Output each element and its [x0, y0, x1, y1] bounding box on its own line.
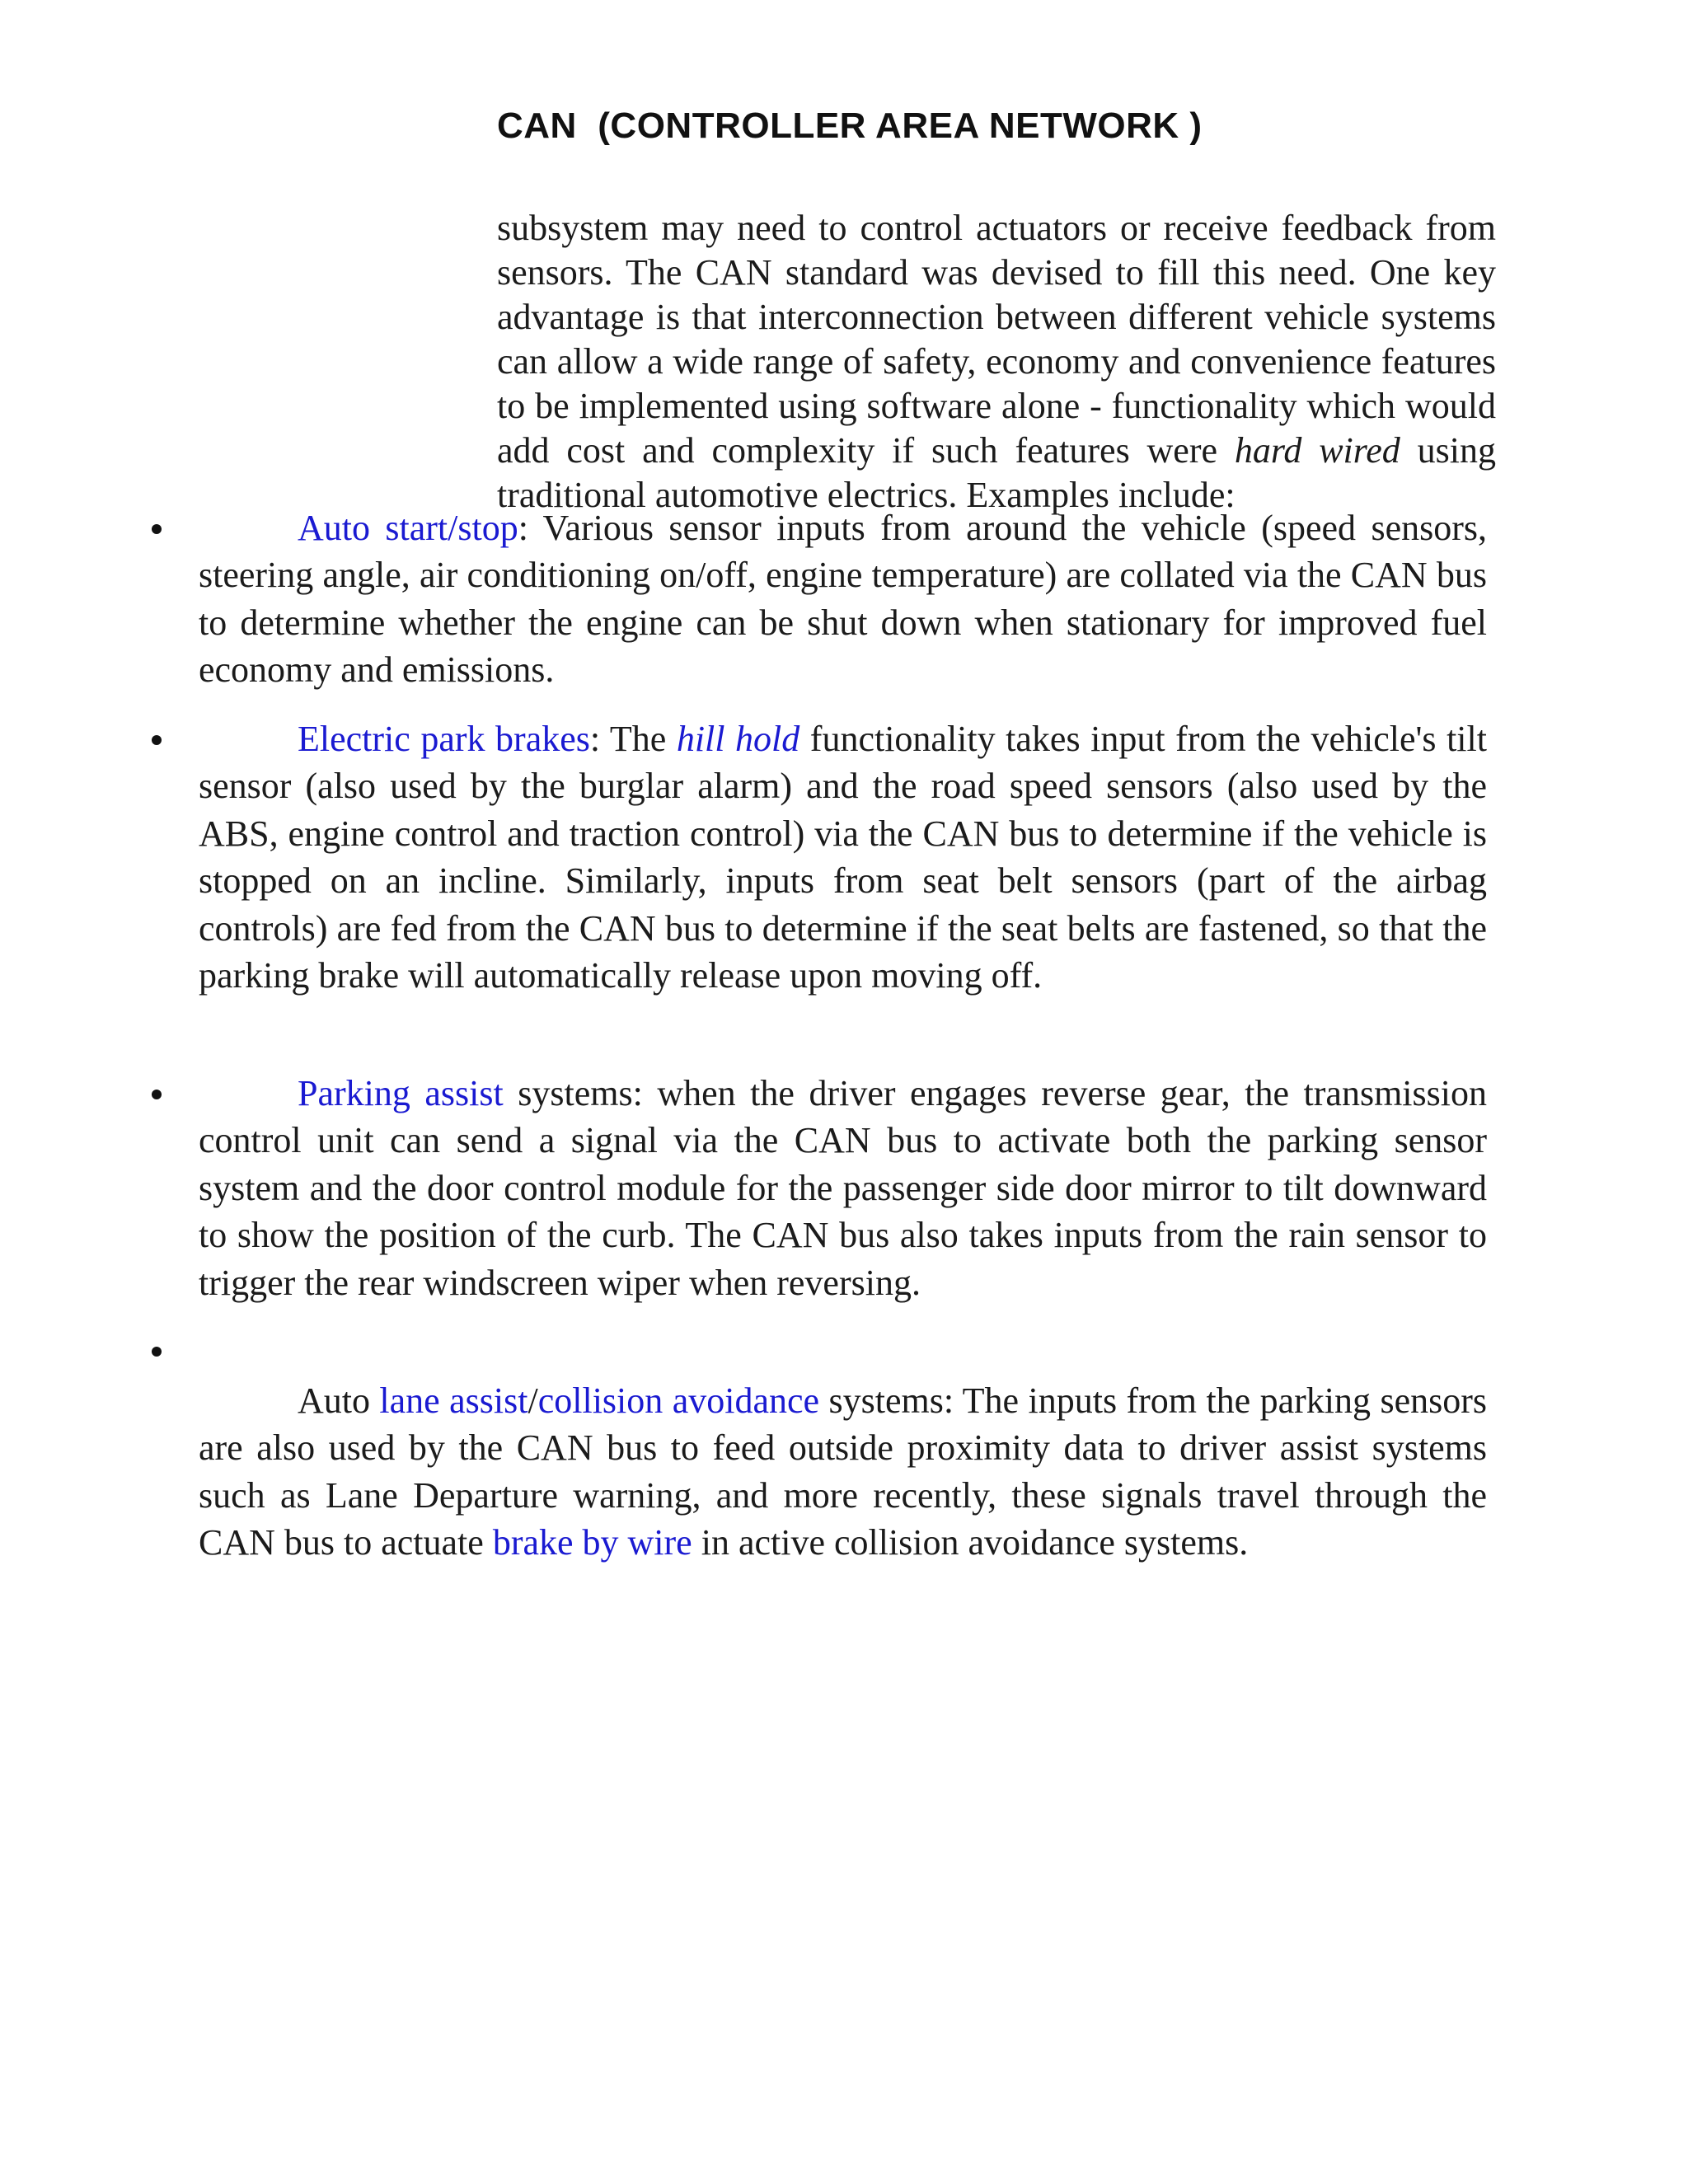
list-item — [199, 715, 1487, 999]
item-text: in active collision avoidance systems. — [692, 1522, 1249, 1563]
intro-italic-term: hard wired — [1234, 430, 1400, 471]
item-text: : Various sensor inputs from around the vehicle (speed sensors, steering angle, air conditioning on/off, engine temperature) are collated via the CAN bus to determine whether the engine can be shut down when stationary for improved fuel economy and emissions. — [199, 508, 1487, 691]
intro-text: subsystem may need to control actuators or receive feedback from sensors. The CAN standard was devised to fill this need. One key advantage is that interconnection between different vehicle systems can allow a wide range of safety, economy and convenience features to be implemented using software alone - functionality which would add cost and complexity if such features were — [497, 208, 1496, 471]
list-item — [199, 1377, 1487, 1567]
item-text: Auto — [298, 1380, 380, 1421]
bullet-dot — [152, 1347, 162, 1357]
item-text: systems: The inputs from the parking sensors are also used by the CAN bus to feed outside proximity data to driver assist systems such as Lane Departure warning, and more recently, these signals travel through the CAN bus to actuate — [199, 1380, 1487, 1563]
bullet-dot — [152, 735, 162, 745]
bullet-dot — [152, 1090, 162, 1099]
bullet-dot — [152, 524, 162, 534]
link-hill-hold[interactable]: hill hold — [676, 719, 800, 759]
list-item — [199, 1070, 1487, 1306]
item-text: systems: when the driver engages reverse gear, the transmission control unit can send a signal via the CAN bus to activate both the parking sensor system and the door control module for the passenger side door mirror to tilt downward to show the position of the curb. The CAN bus also takes inputs from the rain sensor to trigger the rear windscreen wiper when reversing. — [199, 1073, 1487, 1303]
link-electric-park-brakes[interactable]: Electric park brakes — [298, 719, 590, 759]
slash-separator: / — [528, 1380, 538, 1421]
link-collision-avoidance[interactable]: collision avoidance — [537, 1380, 820, 1421]
link-auto-start-stop[interactable]: Auto start/stop — [298, 508, 518, 548]
item-text: functionality takes input from the vehicle's tilt sensor (also used by the burglar alarm) and the road speed sensors (also used by the ABS, engine control and traction control) via the CAN bus to determine if the vehicle is stopped on an incline. Similarly, inputs from seat belt sensors (part of the airbag controls) are fed from the CAN bus to determine if the seat belts are fastened, so that the parking brake will automatically release upon moving off. — [199, 719, 1487, 996]
page-title: CAN (CONTROLLER AREA NETWORK ) — [497, 105, 1203, 146]
intro-paragraph — [497, 206, 1496, 518]
link-parking-assist[interactable]: Parking assist — [298, 1073, 504, 1113]
list-item — [199, 504, 1487, 694]
intro-text-end: using traditional automotive electrics. Examples include: — [497, 430, 1496, 515]
item-text: : The — [589, 719, 677, 759]
link-lane-assist[interactable]: lane assist — [379, 1380, 528, 1421]
link-brake-by-wire[interactable]: brake by wire — [492, 1522, 692, 1563]
